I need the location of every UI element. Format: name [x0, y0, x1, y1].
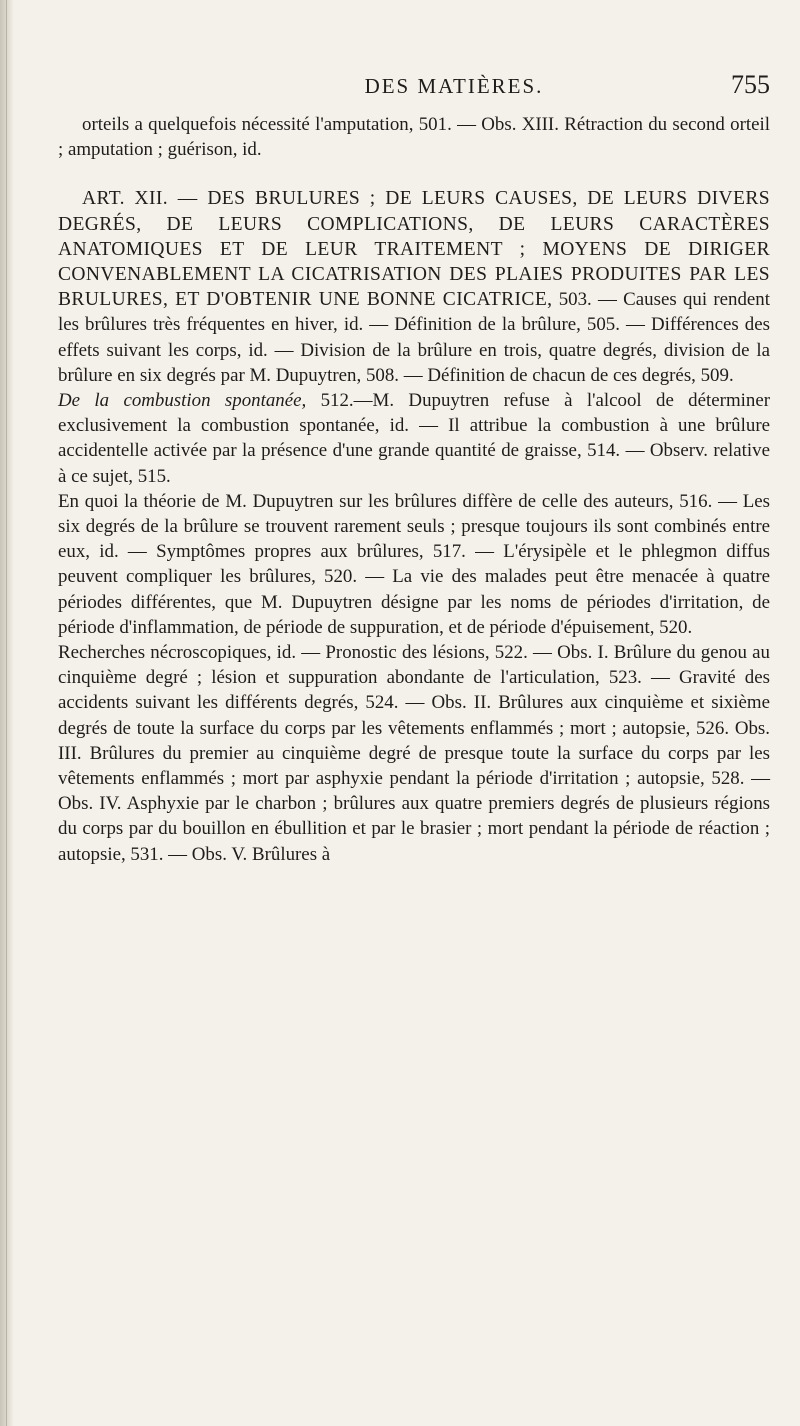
combustion-rest: 512.—M. Dupuytren refuse à l'alcool de déterminer exclusivement la combustion spontanée, id. — Il attribue la combustion à une brûlure accidentelle activée par la présence d'une grande quantité de graisse, 514. — Observ. relative à ce sujet, 515. — [58, 390, 771, 487]
page-binding-edge — [0, 0, 14, 1426]
article-heading-caps: ART. XII. — DES BRULURES ; DE LEURS CAUSES, DE LEURS DIVERS DEGRÉS, DE LEURS COMPLICATIONS, DE LEURS CARACTÈRES ANATOMIQUES ET DE LEUR TRAITEMENT ; MOYENS DE DIRIGER CONVENABLEMENT LA CICATRISATION DES PLAIES PRODUITES PAR LES BRULURES, ET D'OBTENIR UNE BONNE CICATRICE, — [58, 188, 770, 311]
paragraph-theorie: En quoi la théorie de M. Dupuytren sur les brûlures diffère de celle des auteurs, 516. — Les six degrés de la brûlure se trouvent rarement seuls ; presque toujours ils sont combinés entre eux, id. — Symptômes propres aux brûlures, 517. — L'érysipèle et le phlegmon diffus peuvent compliquer les brûlures, 520. — La vie des malades peut être menacée à quatre périodes différentes, que M. Dupuytren désigne par les noms de périodes d'irritation, de période d'inflammation, de période de suppuration, et de période d'épuisement, 520. — [58, 490, 770, 638]
running-head — [58, 70, 770, 108]
document-page — [58, 70, 771, 867]
article-heading-rest: 503. — Causes qui rendent les brûlures très fréquentes en hiver, id. — Définition de la brûlure, 505. — Différences des effets suivant les corps, id. — Division de la brûlure en trois, quatre degrés, division de la brûlure en six degrés par M. Dupuytren, 508. — Définition de chacun de ces degrés, 509. — [58, 289, 770, 386]
running-title: DES MATIÈRES. — [364, 74, 544, 98]
paragraph-combustion — [58, 388, 770, 489]
page-number: 755 — [731, 70, 770, 99]
paragraph-continuation: orteils a quelquefois nécessité l'amputation, 501. — Obs. XIII. Rétraction du second orteil ; amputation ; guérison, id. — [58, 114, 770, 161]
combustion-italic-heading: De la combustion spontanée, — [58, 390, 307, 412]
paragraph-recherches: Recherches nécroscopiques, id. — Pronostic des lésions, 522. — Obs. I. Brûlure du genou au cinquième degré ; lésion et suppuration abondante de l'articulation, 523. — Gravité des accidents suivant les différents degrés, 524. — Obs. II. Brûlures aux cinquième et sixième degrés de toute la surface du corps par les vêtements enflammés ; mort ; autopsie, 526. Obs. III. Brûlures du premier au cinquième degré de presque toute la surface du corps par les vêtements enflammés ; mort par asphyxie pendant la période d'irritation ; autopsie, 528. — Obs. IV. Asphyxie par le charbon ; brûlures aux quatre premiers degrés de plusieurs régions du corps par du bouillon en ébullition et par le brasier ; mort pendant la période de réaction ; autopsie, 531. — Obs. V. Brûlures à — [58, 642, 770, 865]
paragraph-article-heading — [58, 186, 770, 388]
gutter-line — [6, 0, 7, 1426]
index-text — [58, 112, 770, 867]
